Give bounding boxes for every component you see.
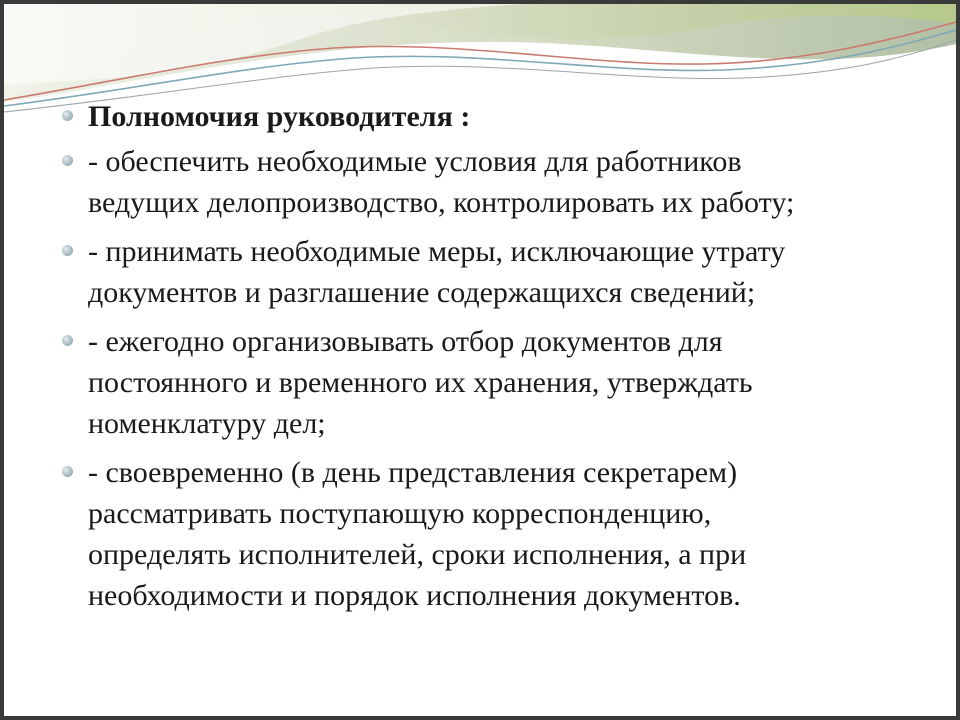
list-item-line: номенклатуру дел; bbox=[88, 407, 326, 440]
list-item-line: - своевременно (в день представления секретарем) bbox=[88, 456, 738, 489]
bullet-icon bbox=[62, 335, 73, 346]
list-item bbox=[60, 452, 920, 616]
list-item bbox=[60, 321, 920, 444]
list-item bbox=[60, 231, 920, 313]
list-item-line: постоянного и временного их хранения, утверждать bbox=[88, 366, 753, 399]
list-item bbox=[60, 141, 920, 223]
list-item bbox=[60, 96, 920, 137]
bullet-icon bbox=[62, 245, 73, 256]
list-item-line: - обеспечить необходимые условия для работников bbox=[88, 145, 742, 178]
bullet-list bbox=[60, 96, 920, 624]
list-item-line: определять исполнителей, сроки исполнения, а при bbox=[88, 538, 747, 571]
list-item-line: Полномочия руководителя : bbox=[88, 100, 471, 133]
list-item-line: ведущих делопроизводство, контролировать их работу; bbox=[88, 186, 795, 219]
list-item-line: - принимать необходимые меры, исключающие утрату bbox=[88, 235, 786, 268]
bullet-icon bbox=[62, 110, 73, 121]
list-item-line: документов и разглашение содержащихся сведений; bbox=[88, 276, 756, 309]
list-item-line: - ежегодно организовывать отбор документов для bbox=[88, 325, 723, 358]
list-item-line: рассматривать поступающую корреспонденцию, bbox=[88, 497, 712, 530]
bullet-icon bbox=[62, 155, 73, 166]
list-item-line: необходимости и порядок исполнения документов. bbox=[88, 579, 741, 612]
bullet-icon bbox=[62, 466, 73, 477]
